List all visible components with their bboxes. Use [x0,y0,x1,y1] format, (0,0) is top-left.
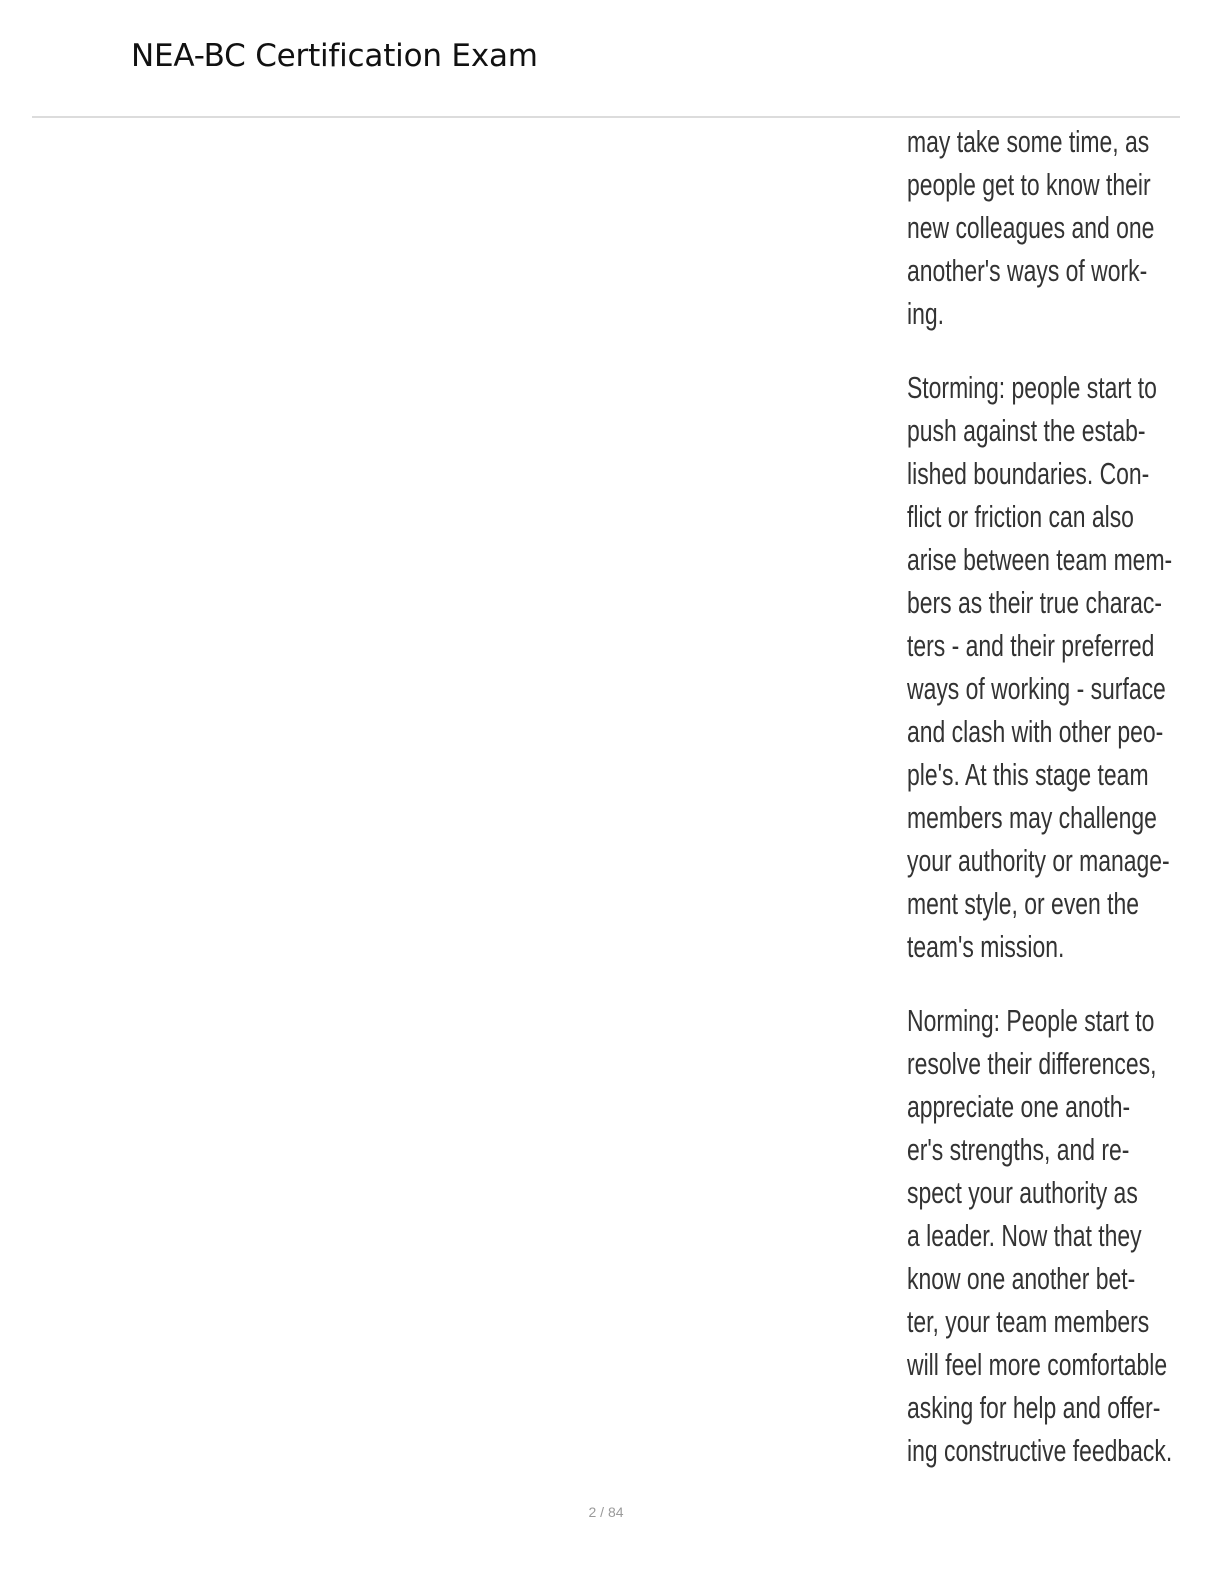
page-number: 2 / 84 [588,1504,624,1520]
paragraph-norming: Norming: People start to resolve their differences, appreciate one anoth- er's strengths, and re- spect your authority as a leader. Now that they know one another bet- ter, your team members will feel more comfortable asking for help and offer- ing constructive feedback. [907,1003,1173,1468]
text-column [907,120,1172,1472]
page-header [0,0,1224,118]
paragraph-storming: Storming: people start to push against the estab- lished boundaries. Con- flict or friction can also arise between team mem- bers as their true charac- ters - and their preferred ways of working - surface and clash with other peo- ple's. At this stage team members may challenge your authority or manage- ment style, or even the team's mission. [907,370,1173,964]
paragraph-forming-continued: may take some time, as people get to know their new colleagues and one another's ways of work- ing. [907,124,1155,331]
document-title: NEA-BC Certification Exam [131,38,538,74]
header-divider [32,116,1180,118]
